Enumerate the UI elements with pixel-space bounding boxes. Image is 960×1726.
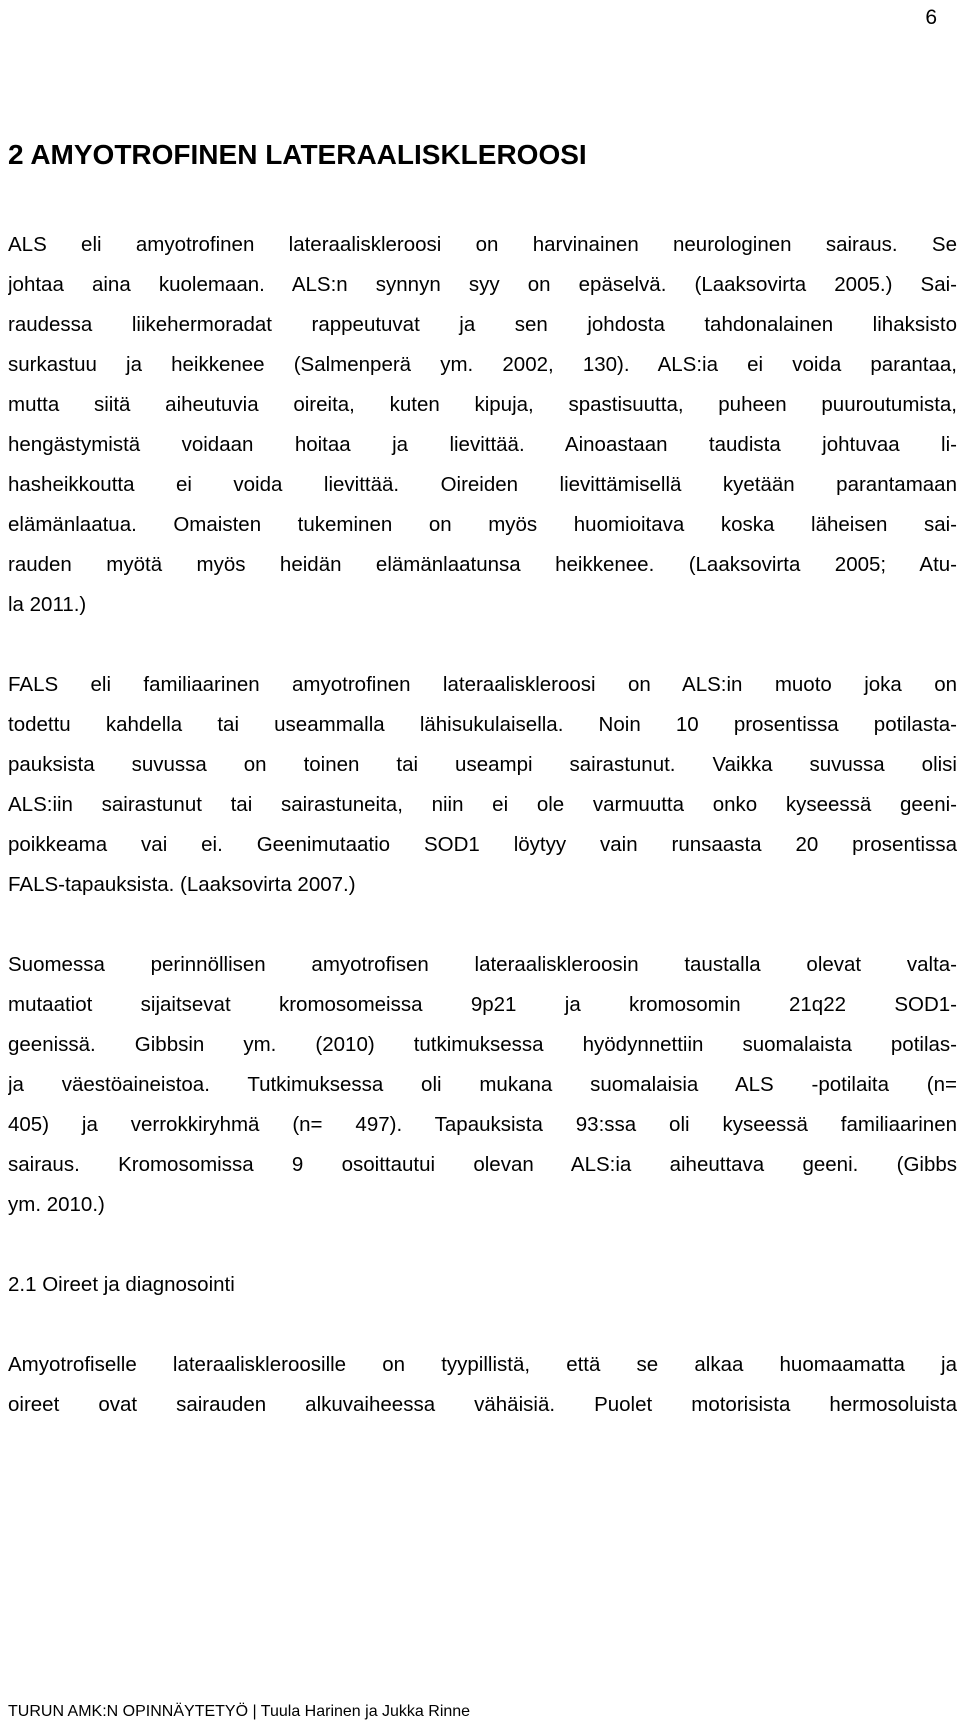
page-number: 6 [925,6,937,29]
text-line: mutta siitä aiheutuvia oireita, kuten kipuja, spastisuutta, puheen puuroutumista, [8,393,957,416]
text-line: mutaatiot sijaitsevat kromosomeissa 9p21 ja kromosomin 21q22 SOD1- [8,993,957,1016]
text-line: la 2011.) [8,593,87,616]
chapter-title: 2 AMYOTROFINEN LATERAALISKLEROOSI [8,139,587,170]
text-line: todettu kahdella tai useammalla lähisukulaisella. Noin 10 prosentissa potilasta- [8,713,957,736]
text-line: ja väestöaineistoa. Tutkimuksessa oli mukana suomalaisia ALS -potilaita (n= [8,1073,957,1096]
text-line: Amyotrofiselle lateraaliskleroosille on tyypillistä, että se alkaa huomaamatta ja [8,1353,957,1376]
text-line: poikkeama vai ei. Geenimutaatio SOD1 löytyy vain runsaasta 20 prosentissa [8,833,957,856]
text-line: 405) ja verrokkiryhmä (n= 497). Tapauksista 93:ssa oli kyseessä familiaarinen [8,1113,957,1136]
text-line: pauksista suvussa on toinen tai useampi sairastunut. Vaikka suvussa olisi [8,753,957,776]
section-title: 2.1 Oireet ja diagnosointi [8,1273,235,1296]
text-line: hengästymistä voidaan hoitaa ja lievittää. Ainoastaan taudista johtuvaa li- [8,433,957,456]
text-line: ALS:iin sairastunut tai sairastuneita, niin ei ole varmuutta onko kyseessä geeni- [8,793,957,816]
text-line: surkastuu ja heikkenee (Salmenperä ym. 2002, 130). ALS:ia ei voida parantaa, [8,353,957,376]
page-footer: TURUN AMK:N OPINNÄYTETYÖ | Tuula Harinen ja Jukka Rinne [8,1703,471,1720]
text-line: geenissä. Gibbsin ym. (2010) tutkimuksessa hyödynnettiin suomalaista potilas- [8,1033,957,1056]
text-line: FALS eli familiaarinen amyotrofinen lateraaliskleroosi on ALS:in muoto joka on [8,673,957,696]
text-line: ALS eli amyotrofinen lateraaliskleroosi on harvinainen neurologinen sairaus. Se [8,233,957,256]
text-line: elämänlaatua. Omaisten tukeminen on myös huomioitava koska läheisen sai- [8,513,957,536]
text-line: FALS-tapauksista. (Laaksovirta 2007.) [8,873,356,896]
text-line: hasheikkoutta ei voida lievittää. Oireiden lievittämisellä kyetään parantamaan [8,473,957,496]
text-line: Suomessa perinnöllisen amyotrofisen lateraaliskleroosin taustalla olevat valta- [8,953,957,976]
text-line: oireet ovat sairauden alkuvaiheessa vähäisiä. Puolet motorisista hermosoluista [8,1393,957,1416]
text-line: rauden myötä myös heidän elämänlaatunsa heikkenee. (Laaksovirta 2005; Atu- [8,553,957,576]
text-line: sairaus. Kromosomissa 9 osoittautui olevan ALS:ia aiheuttava geeni. (Gibbs [8,1153,957,1176]
text-line: raudessa liikehermoradat rappeutuvat ja sen johdosta tahdonalainen lihaksisto [8,313,957,336]
text-line: johtaa aina kuolemaan. ALS:n synnyn syy on epäselvä. (Laaksovirta 2005.) Sai- [8,273,957,296]
text-line: ym. 2010.) [8,1193,105,1216]
